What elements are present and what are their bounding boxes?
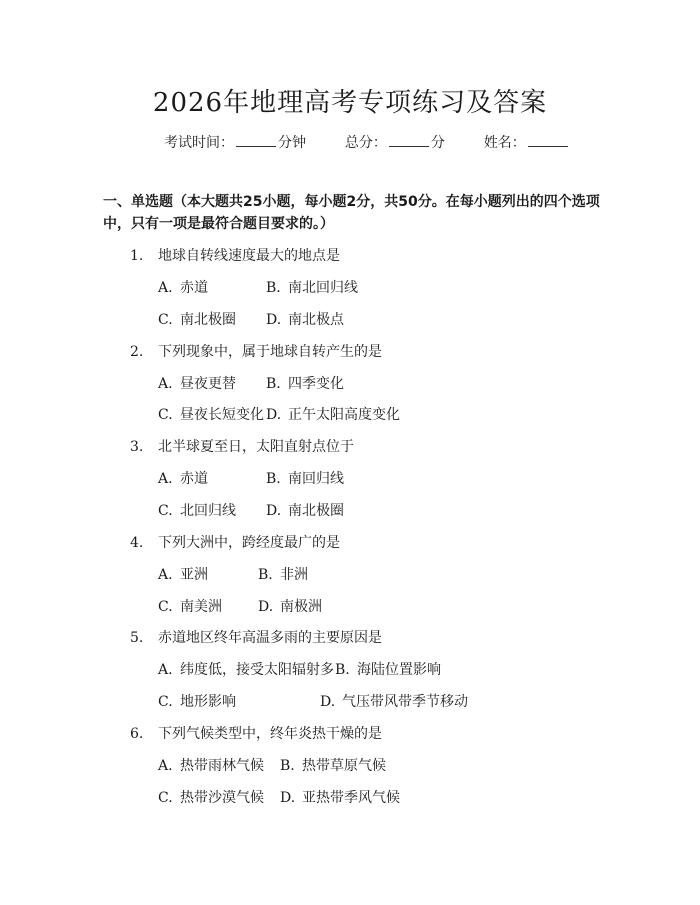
score-blank <box>389 132 429 147</box>
question-text: 北半球夏至日，太阳直射点位于 <box>158 439 354 455</box>
option-text: 热带雨林气候 <box>180 758 264 774</box>
option-letter: C. <box>158 312 173 328</box>
option-a <box>158 564 208 584</box>
option-text: 热带沙漠气候 <box>180 790 264 806</box>
question-number: 1. <box>130 248 144 264</box>
option-letter: D. <box>266 503 282 519</box>
option-letter: D. <box>280 790 296 806</box>
option-c <box>158 500 236 520</box>
time-label: 考试时间： <box>164 135 234 151</box>
option-b <box>266 468 344 488</box>
option-d <box>258 596 322 616</box>
score-label: 总分： <box>344 135 387 151</box>
option-letter: C. <box>158 407 173 423</box>
option-text: 正午太阳高度变化 <box>288 407 400 423</box>
question-text: 下列大洲中，跨经度最广的是 <box>158 535 340 551</box>
option-letter: D. <box>266 312 282 328</box>
option-text: 北回归线 <box>180 503 236 519</box>
option-text: 南极洲 <box>280 599 322 615</box>
option-text: 南北极圈 <box>180 312 236 328</box>
option-text: 昼夜更替 <box>180 376 236 392</box>
option-text: 热带草原气候 <box>302 758 386 774</box>
score-unit: 分 <box>430 135 445 151</box>
time-blank <box>236 132 276 147</box>
option-letter: C. <box>158 790 173 806</box>
option-a <box>158 277 208 297</box>
option-text: 纬度低，接受太阳辐射多 <box>180 662 334 678</box>
option-b <box>266 277 358 297</box>
question-text: 赤道地区终年高温多雨的主要原因是 <box>158 630 382 646</box>
option-text: 昼夜长短变化 <box>180 407 264 423</box>
option-letter: A. <box>158 662 173 678</box>
question-number: 4. <box>130 535 144 551</box>
option-a <box>158 468 208 488</box>
option-text: 南北极点 <box>288 312 344 328</box>
option-a <box>158 755 264 775</box>
option-d <box>266 404 400 424</box>
question-stem <box>130 245 340 265</box>
page-title: 2026年地理高考专项练习及答案 <box>152 88 548 118</box>
option-text: 赤道 <box>180 471 208 487</box>
question-text: 地球自转线速度最大的地点是 <box>158 248 340 264</box>
option-b <box>280 755 386 775</box>
option-letter: A. <box>158 758 173 774</box>
option-d <box>320 691 468 711</box>
option-letter: A. <box>158 280 173 296</box>
option-letter: A. <box>158 567 173 583</box>
option-letter: B. <box>258 567 273 583</box>
option-text: 海陆位置影响 <box>357 662 441 678</box>
option-a <box>158 373 236 393</box>
option-letter: D. <box>258 599 274 615</box>
option-text: 亚热带季风气候 <box>302 790 400 806</box>
question-number: 3. <box>130 439 144 455</box>
option-letter: C. <box>158 694 173 710</box>
option-text: 南北极圈 <box>288 503 344 519</box>
name-label: 姓名： <box>483 135 526 151</box>
question-stem <box>130 436 354 456</box>
option-letter: B. <box>335 662 350 678</box>
option-c <box>158 787 264 807</box>
question-number: 2. <box>130 344 144 360</box>
question-stem <box>130 532 340 552</box>
option-letter: B. <box>266 376 281 392</box>
option-text: 非洲 <box>280 567 308 583</box>
option-letter: A. <box>158 471 173 487</box>
option-text: 四季变化 <box>288 376 344 392</box>
question-stem <box>130 341 382 361</box>
option-letter: B. <box>266 280 281 296</box>
option-b <box>266 373 344 393</box>
exam-meta <box>164 132 570 152</box>
option-letter: D. <box>320 694 336 710</box>
option-letter: A. <box>158 376 173 392</box>
option-letter: B. <box>266 471 281 487</box>
name-blank <box>528 132 568 147</box>
option-c <box>158 691 236 711</box>
option-text: 南美洲 <box>180 599 222 615</box>
option-letter: B. <box>280 758 295 774</box>
option-text: 南回归线 <box>288 471 344 487</box>
question-text: 下列现象中，属于地球自转产生的是 <box>158 344 382 360</box>
option-d <box>266 500 344 520</box>
option-b <box>258 564 308 584</box>
option-d <box>280 787 400 807</box>
option-text: 气压带风带季节移动 <box>342 694 468 710</box>
option-c <box>158 404 264 424</box>
option-letter: C. <box>158 503 173 519</box>
option-c <box>158 309 236 329</box>
question-stem <box>130 627 382 647</box>
question-text: 下列气候类型中，终年炎热干燥的是 <box>158 726 382 742</box>
option-a <box>158 659 334 679</box>
option-d <box>266 309 344 329</box>
option-b <box>335 659 441 679</box>
question-number: 5. <box>130 630 144 646</box>
option-c <box>158 596 222 616</box>
time-unit: 分钟 <box>278 135 306 151</box>
option-text: 地形影响 <box>180 694 236 710</box>
option-text: 亚洲 <box>180 567 208 583</box>
option-letter: C. <box>158 599 173 615</box>
question-number: 6. <box>130 726 144 742</box>
option-text: 赤道 <box>180 280 208 296</box>
option-letter: D. <box>266 407 282 423</box>
question-stem <box>130 723 382 743</box>
section-heading: 一、单选题（本大题共25小题，每小题2分，共50分。在每小题列出的四个选项中，只有一项是最符合题目要求的。） <box>103 194 600 232</box>
option-text: 南北回归线 <box>288 280 358 296</box>
